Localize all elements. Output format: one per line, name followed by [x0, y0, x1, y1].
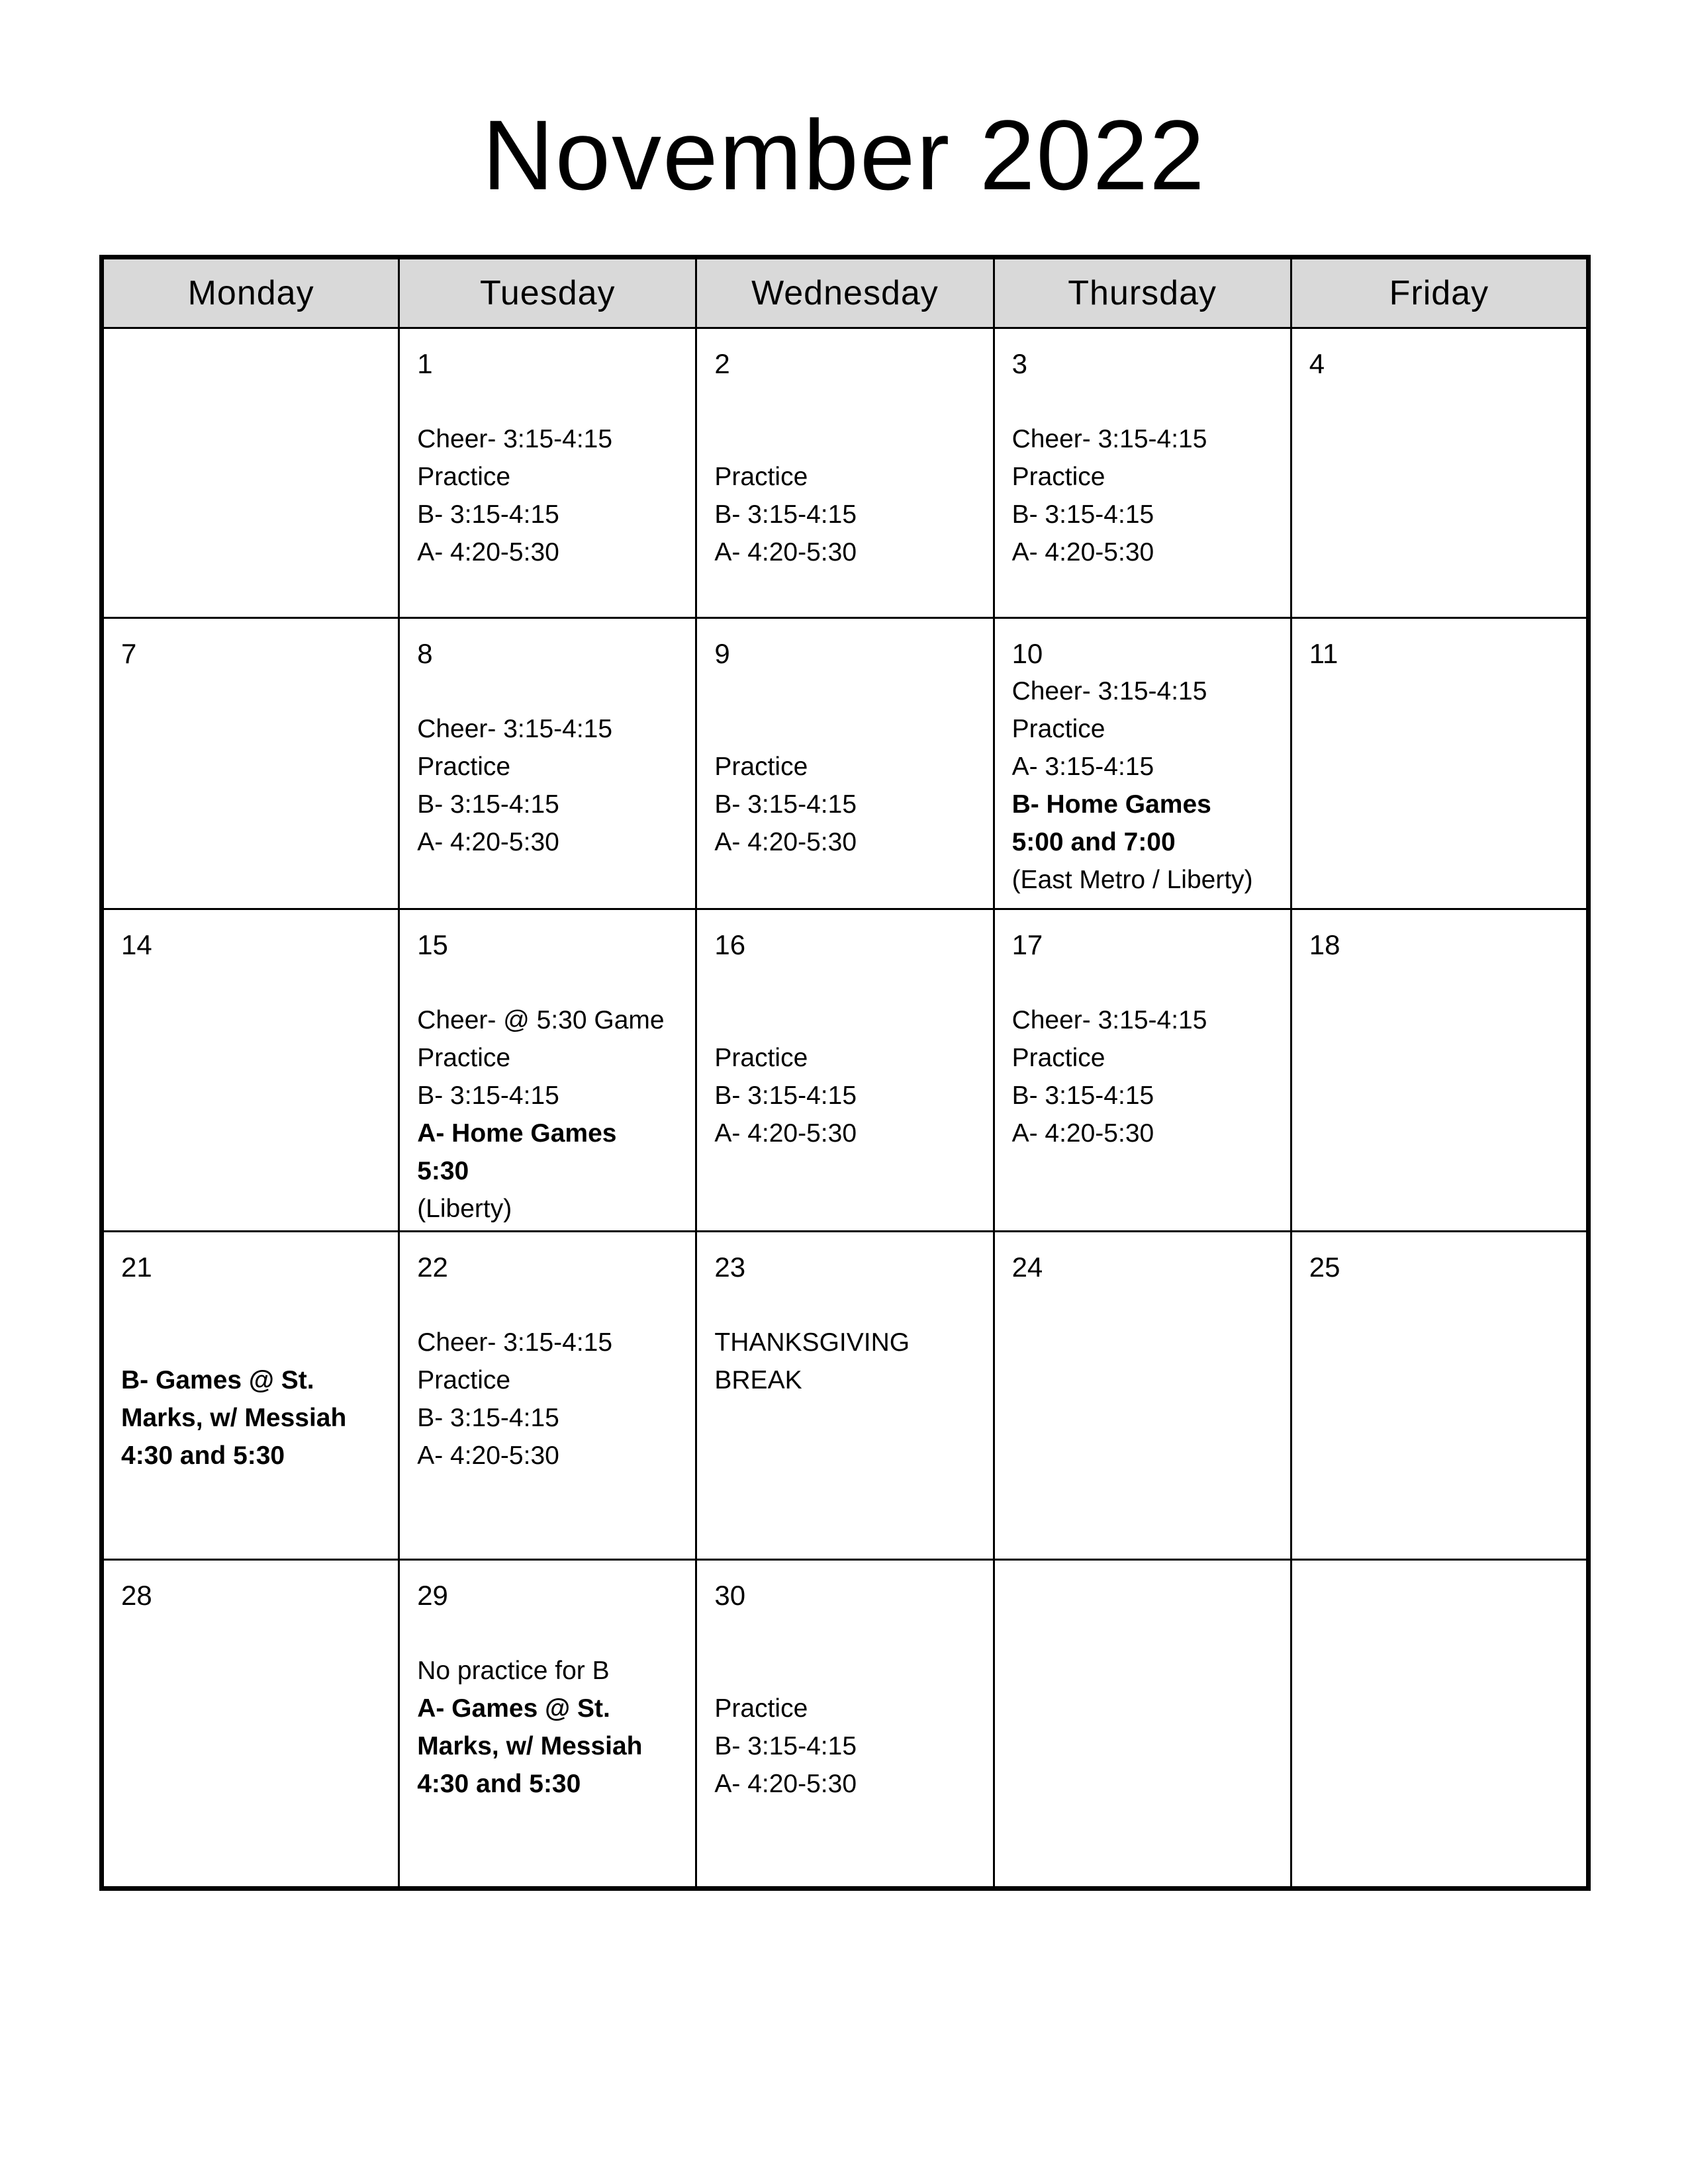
day-events — [1012, 672, 1285, 899]
day-events — [714, 1286, 987, 1399]
day-events — [714, 383, 987, 571]
day-events — [714, 672, 987, 861]
day-cell — [399, 328, 696, 618]
event-line — [714, 672, 987, 710]
page-title: November 2022 — [482, 99, 1206, 210]
day-cell — [102, 1560, 399, 1889]
event-line: B- 3:15-4:15 — [417, 1404, 559, 1432]
day-cell — [1291, 909, 1588, 1232]
event-line: A- 4:20-5:30 — [417, 828, 559, 856]
day-cell — [102, 1232, 399, 1560]
day-number: 9 — [714, 638, 730, 669]
day-number: 28 — [121, 1580, 152, 1611]
day-number: 11 — [1309, 638, 1338, 669]
day-cell — [994, 909, 1291, 1232]
event-line: Practice — [1011, 1044, 1105, 1072]
event-line: Practice — [417, 1044, 511, 1072]
day-number: 7 — [121, 638, 137, 669]
day-number: 4 — [1309, 348, 1325, 379]
event-line: Cheer- 3:15-4:15 — [417, 1328, 613, 1357]
event-line: No practice for B — [417, 1657, 610, 1685]
day-number: 29 — [417, 1580, 448, 1611]
event-line: B- 3:15-4:15 — [714, 500, 857, 529]
event-line — [1012, 383, 1285, 420]
event-line: Practice — [714, 1694, 808, 1723]
event-line: A- 4:20-5:30 — [714, 538, 857, 567]
event-line: Cheer- @ 5:30 Game — [417, 1006, 665, 1034]
event-line: B- 3:15-4:15 — [1011, 500, 1154, 529]
event-line-bold: 5:00 and 7:00 — [1011, 828, 1176, 856]
day-events — [417, 383, 690, 571]
day-cell — [1291, 328, 1588, 618]
event-line — [417, 1614, 690, 1652]
event-line: THANKSGIVING — [714, 1328, 910, 1357]
week-row-5 — [102, 1560, 1589, 1889]
event-line — [121, 1324, 393, 1361]
day-cell — [696, 1232, 994, 1560]
day-events — [417, 1614, 690, 1803]
event-line: B- 3:15-4:15 — [714, 1081, 857, 1110]
day-cell — [1291, 618, 1588, 909]
day-number: 1 — [417, 348, 433, 379]
day-cell — [696, 328, 994, 618]
day-cell — [102, 618, 399, 909]
day-cell — [102, 328, 399, 618]
event-line: Practice — [417, 752, 511, 781]
event-line: A- 4:20-5:30 — [1011, 538, 1154, 567]
day-number: 30 — [714, 1580, 746, 1611]
day-cell — [994, 1560, 1291, 1889]
event-line: A- 4:20-5:30 — [714, 1770, 857, 1798]
event-line — [714, 1001, 987, 1039]
event-line — [714, 1652, 987, 1690]
event-line: A- 4:20-5:30 — [1011, 1119, 1154, 1148]
event-line: B- 3:15-4:15 — [417, 500, 559, 529]
event-line: Practice — [1011, 715, 1105, 743]
day-cell — [1291, 1232, 1588, 1560]
event-line: Practice — [714, 463, 808, 491]
day-cell — [399, 618, 696, 909]
event-line: Cheer- 3:15-4:15 — [1011, 425, 1207, 453]
day-events — [1012, 383, 1285, 571]
week-row-2 — [102, 618, 1589, 909]
day-cell — [399, 1560, 696, 1889]
event-line: A- 3:15-4:15 — [1011, 752, 1154, 781]
event-line — [714, 1286, 987, 1324]
event-line — [1012, 964, 1285, 1001]
event-line-bold: Marks, w/ Messiah — [121, 1404, 347, 1432]
day-events — [1012, 964, 1285, 1152]
event-line: Cheer- 3:15-4:15 — [417, 715, 613, 743]
event-line-bold: B- Home Games — [1011, 790, 1211, 819]
event-line-bold: 5:30 — [417, 1157, 469, 1185]
day-number: 16 — [714, 929, 746, 960]
day-cell — [102, 909, 399, 1232]
event-line: A- 4:20-5:30 — [714, 1119, 857, 1148]
day-header-tuesday: Tuesday — [399, 257, 696, 328]
event-line — [714, 1614, 987, 1652]
event-line-bold: 4:30 and 5:30 — [121, 1441, 285, 1470]
event-line — [417, 1286, 690, 1324]
day-events — [417, 964, 690, 1228]
day-header-thursday: Thursday — [994, 257, 1291, 328]
day-events — [714, 964, 987, 1152]
event-line — [417, 383, 690, 420]
event-line: A- 4:20-5:30 — [714, 828, 857, 856]
day-number: 22 — [417, 1251, 448, 1283]
day-header-monday: Monday — [102, 257, 399, 328]
event-line: B- 3:15-4:15 — [1011, 1081, 1154, 1110]
day-header-friday: Friday — [1291, 257, 1588, 328]
calendar-table — [99, 255, 1591, 1891]
event-line — [714, 420, 987, 458]
event-line: Cheer- 3:15-4:15 — [1011, 1006, 1207, 1034]
day-number: 17 — [1011, 929, 1043, 960]
event-line-bold: B- Games @ St. — [121, 1366, 314, 1394]
event-line: Practice — [714, 1044, 808, 1072]
day-number: 25 — [1309, 1251, 1340, 1283]
event-line-bold: A- Games @ St. — [417, 1694, 610, 1723]
event-line: Cheer- 3:15-4:15 — [1011, 677, 1207, 705]
event-line — [417, 964, 690, 1001]
day-number: 23 — [714, 1251, 746, 1283]
week-row-1 — [102, 328, 1589, 618]
event-line: A- 4:20-5:30 — [417, 538, 559, 567]
day-cell — [696, 1560, 994, 1889]
day-number: 18 — [1309, 929, 1340, 960]
day-cell — [696, 909, 994, 1232]
day-cell — [399, 1232, 696, 1560]
header-row — [102, 257, 1589, 328]
day-events — [121, 1286, 393, 1475]
event-line: B- 3:15-4:15 — [417, 790, 559, 819]
week-row-4 — [102, 1232, 1589, 1560]
day-number: 3 — [1011, 348, 1027, 379]
event-line: Practice — [417, 463, 511, 491]
day-cell — [399, 909, 696, 1232]
day-number: 14 — [121, 929, 152, 960]
day-cell — [994, 1232, 1291, 1560]
event-line: (Liberty) — [417, 1195, 512, 1223]
day-number: 8 — [417, 638, 433, 669]
day-cell — [994, 618, 1291, 909]
event-line: Practice — [417, 1366, 511, 1394]
day-events — [417, 672, 690, 861]
event-line-bold: A- Home Games — [417, 1119, 617, 1148]
day-number: 15 — [417, 929, 448, 960]
event-line — [714, 964, 987, 1001]
event-line: B- 3:15-4:15 — [714, 1732, 857, 1760]
event-line — [121, 1286, 393, 1324]
event-line-bold: Marks, w/ Messiah — [417, 1732, 643, 1760]
event-line — [714, 383, 987, 420]
event-line: A- 4:20-5:30 — [417, 1441, 559, 1470]
day-cell — [696, 618, 994, 909]
event-line-bold: 4:30 and 5:30 — [417, 1770, 581, 1798]
day-events — [714, 1614, 987, 1803]
event-line: Practice — [714, 752, 808, 781]
event-line: B- 3:15-4:15 — [714, 790, 857, 819]
event-line: BREAK — [714, 1366, 802, 1394]
event-line: B- 3:15-4:15 — [417, 1081, 559, 1110]
day-cell — [994, 328, 1291, 618]
day-number: 2 — [714, 348, 730, 379]
day-number: 10 — [1011, 638, 1043, 669]
day-header-wednesday: Wednesday — [696, 257, 994, 328]
event-line — [417, 672, 690, 710]
day-events — [417, 1286, 690, 1475]
day-number: 21 — [121, 1251, 152, 1283]
week-row-3 — [102, 909, 1589, 1232]
day-number: 24 — [1011, 1251, 1043, 1283]
event-line: Practice — [1011, 463, 1105, 491]
day-cell — [1291, 1560, 1588, 1889]
event-line: Cheer- 3:15-4:15 — [417, 425, 613, 453]
event-line: (East Metro / Liberty) — [1011, 866, 1253, 894]
event-line — [714, 710, 987, 748]
